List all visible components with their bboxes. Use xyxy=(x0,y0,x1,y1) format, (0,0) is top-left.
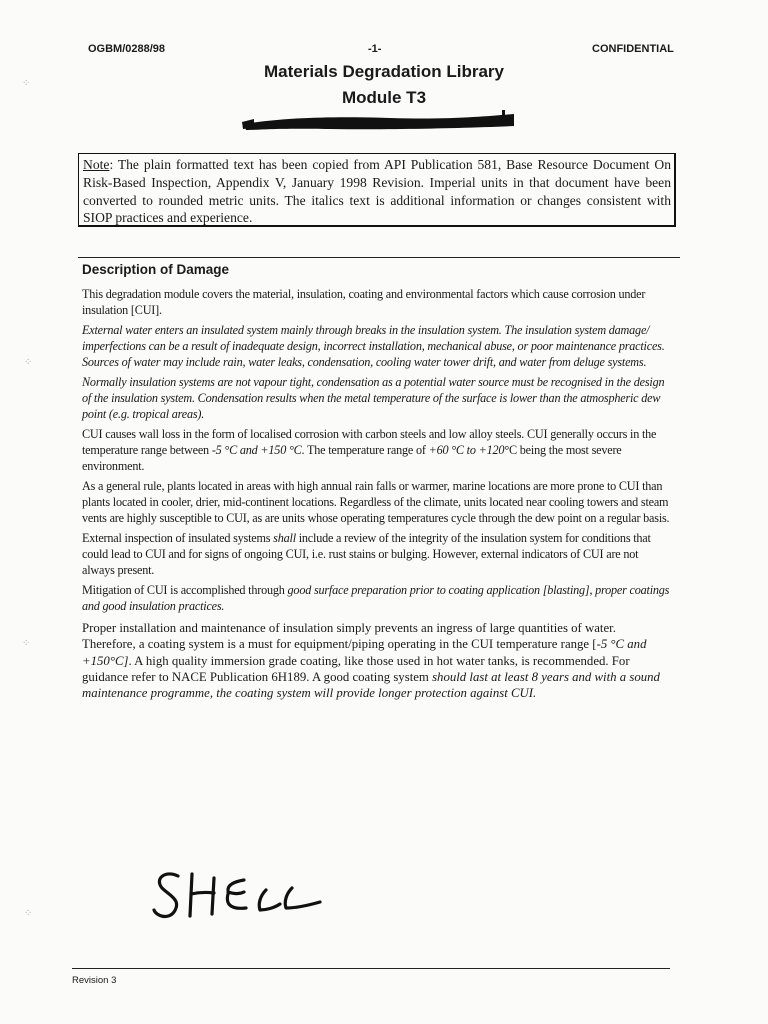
paragraph-text: °C being the most severe environment. xyxy=(82,443,622,473)
section-divider xyxy=(78,257,680,258)
temperature-range: +60 °C to +120 xyxy=(428,443,505,457)
paragraph xyxy=(82,374,672,422)
paragraph xyxy=(82,620,672,701)
paragraph-text: As a general rule, plants located in areas with high annual rain falls or warmer, marine locations are more prone to CUI than plants located in cooler, drier, mid-continent locations. Regardless of the climate, units located near cooling towers and steam vents are highly susceptible to CUI, as are units whose operating temperatures cycle through the dew point on a regular basis. xyxy=(82,479,670,525)
temperature-range: -5 °C and +150 °C xyxy=(211,443,302,457)
revision-label: Revision 3 xyxy=(72,975,117,986)
document-id: OGBM/0288/98 xyxy=(88,43,166,55)
paragraph-text: . The temperature range of xyxy=(301,443,429,457)
note-label: Note xyxy=(83,157,110,172)
paragraph-italic-text: good surface preparation prior to coating application [blasting], proper coatings and good insulation practices. xyxy=(82,583,670,613)
paragraph xyxy=(82,530,672,578)
scan-speck: ⁘ xyxy=(24,357,33,368)
paragraph-text: Proper installation and maintenance of insulation simply prevents an ingress of large quantities of water. Therefore, a coating system is a must for equipment/piping operating in the CUI temperature range [ xyxy=(82,621,616,652)
scan-speck: ⁘ xyxy=(22,78,31,89)
paragraph-text: Normally insulation systems are not vapour tight, condensation as a potential water source must be recognised in the design of the insulation system. Condensation results when the metal temperature of the surface is lower than the atmospheric dew point (e.g. tropical areas). xyxy=(82,375,665,421)
note-box xyxy=(78,153,676,227)
paragraph xyxy=(82,426,672,474)
module-title: Module T3 xyxy=(341,88,427,107)
paragraph-text: This degradation module covers the material, insulation, coating and environmental factors which cause corrosion under insulation [CUI]. xyxy=(82,287,646,317)
footer-divider xyxy=(72,968,670,969)
signature-text: SHELL xyxy=(148,862,152,863)
scan-speck: ⁘ xyxy=(24,908,33,919)
paragraph-text: External water enters an insulated system mainly through breaks in the insulation system. The insulation system damage/ imperfections can be a result of inadequate design, incorrect installation, mechanical abuse, or poor maintenance practices. Sources of water may include rain, water leaks, condensation, cooling water tower drift, and water from deluge systems. xyxy=(82,323,665,369)
paragraph xyxy=(82,322,672,370)
paragraph-italic-text: should last at least 8 years and with a sound maintenance programme, the coating system will provide longer protection against CUI. xyxy=(82,669,660,701)
paragraph-text: External inspection of insulated systems xyxy=(82,531,274,545)
handwritten-signature xyxy=(148,862,328,932)
emphasis-shall: shall xyxy=(273,531,296,545)
paragraph-text: Mitigation of CUI is accomplished through xyxy=(82,583,288,597)
redaction-mark xyxy=(240,110,518,132)
paragraph-text: CUI causes wall loss in the form of localised corrosion with carbon steels and low alloy steels. CUI generally occurs in the temperature range between xyxy=(82,427,657,457)
section-body xyxy=(82,286,672,705)
scan-speck: ⁘ xyxy=(22,638,31,649)
temperature-range: -5 °C and +150°C] xyxy=(82,637,647,668)
classification-label: CONFIDENTIAL xyxy=(592,43,674,55)
paragraph xyxy=(82,286,672,318)
note-text: : The plain formatted text has been copied from API Publication 581, Base Resource Document On Risk-Based Inspection, Appendix V, January 1998 Revision. Imperial units in that document have been converted to rounded metric units. The italics text is additional information or changes consistent with SIOP practices and experience. xyxy=(83,157,671,226)
section-heading: Description of Damage xyxy=(82,262,230,277)
paragraph xyxy=(82,582,672,614)
paragraph-text: . A high quality immersion grade coating, like those used in hot water tanks, is recommended. For guidance refer to NACE Publication 6H189. A good coating system xyxy=(82,653,630,684)
paragraph xyxy=(82,478,672,526)
document-title: Materials Degradation Library xyxy=(264,62,504,81)
page-number: -1- xyxy=(368,43,382,55)
paragraph-text: include a review of the integrity of the insulation system for conditions that could lead to CUI and for signs of ongoing CUI, i.e. rust stains or bulging. However, external indicators of CUI are not always present. xyxy=(82,531,651,577)
